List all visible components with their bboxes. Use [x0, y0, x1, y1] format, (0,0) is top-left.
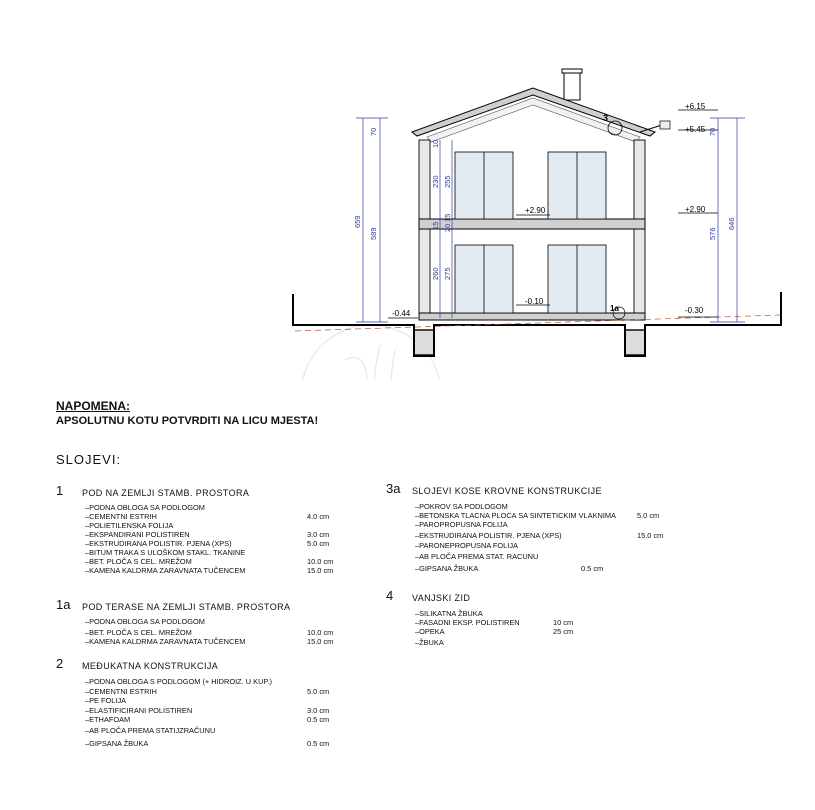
- layer-value: 3.0 cm: [307, 706, 330, 715]
- building-section-drawing: [0, 0, 815, 380]
- section-title: VANJSKI ZID: [412, 593, 471, 603]
- section-3a: [386, 481, 696, 576]
- dim-ground-window: 275: [443, 267, 452, 280]
- section-number: 1: [56, 483, 64, 498]
- layer-row: –PODNA OBLOGA SA PODLOGOM: [85, 503, 205, 512]
- section-2: [56, 656, 376, 753]
- layer-row: –AB PLOČA PREMA STATIJZRAČUNU: [85, 726, 216, 735]
- napomena-title: NAPOMENA:: [56, 399, 130, 413]
- layer-row: –GIPSANA ŽBUKA: [415, 564, 479, 573]
- layer-value: 25 cm: [553, 627, 574, 636]
- layer-row: –EKSPANDIRANI POLISTIREN: [85, 530, 190, 539]
- layer-value: 10.0 cm: [307, 557, 334, 566]
- layer-value: 3.0 cm: [307, 530, 330, 539]
- section-4: [386, 588, 696, 653]
- layer-row: –FASADNI EKSP. POLISTIREN: [415, 618, 520, 627]
- dim-right-top: 70: [708, 127, 717, 136]
- layer-row: –SILIKATNA ŽBUKA: [415, 609, 483, 618]
- foundations: [414, 330, 645, 355]
- dim-left-top: 70: [369, 127, 378, 136]
- layer-row: –PODNA OBLOGA S PODLOGOM (+ HIDROIZ. U KUP.): [85, 677, 272, 686]
- layer-row: –POKROV SA PODLOGOM: [415, 502, 508, 511]
- layer-row: –BET. PLOČA S CEL. MREŽOM: [85, 628, 192, 637]
- layer-value: 5.0 cm: [307, 687, 330, 696]
- slojevi-title: SLOJEVI:: [56, 452, 122, 467]
- layer-row: –PARONEPROPUSNA FOLIJA: [415, 541, 518, 550]
- section-number: 2: [56, 656, 64, 671]
- layer-row: –PODNA OBLOGA SA PODLOGOM: [85, 617, 205, 626]
- napomena-text: APSOLUTNU KOTU POTVRDITI NA LICU MJESTA!: [56, 415, 319, 427]
- layer-row: –KAMENA KALDRMA ZARAVNATA TUČENCEM: [85, 566, 246, 575]
- layer-value: 4.0 cm: [307, 512, 330, 521]
- dim-upper-height: 230: [431, 175, 440, 188]
- layer-row: –OPEKA: [415, 627, 445, 636]
- layer-row: –ELASTIFICIRANI POLISTIREN: [85, 706, 193, 715]
- layer-value: 0.5 cm: [581, 564, 604, 573]
- layer-row: –PE FOLIJA: [85, 696, 127, 705]
- layer-row: –PAROPROPUSNA FOLIJA: [415, 520, 508, 529]
- dim-left-total: 659: [353, 215, 362, 228]
- chimney: [564, 72, 580, 100]
- dim-slab-a: 15: [431, 221, 440, 230]
- section-1a: [56, 597, 376, 652]
- section-1: [56, 483, 376, 588]
- layer-row: –BITUM TRAKA S ULOŠKOM STAKL. TKANINE: [85, 548, 246, 557]
- layer-value: 15.0 cm: [307, 566, 334, 575]
- level-ridge: +6.15: [685, 102, 706, 111]
- layer-row: –BET. PLOČA S CEL. MREŽOM: [85, 557, 192, 566]
- layer-row: –GIPSANA ŽBUKA: [85, 739, 149, 748]
- layer-value: 15.0 cm: [637, 531, 664, 540]
- layer-value: 10.0 cm: [307, 628, 334, 637]
- level-ground-floor: -0.10: [525, 297, 544, 306]
- level-floor-right: +2.90: [685, 205, 706, 214]
- layer-row: –ŽBUKA: [415, 638, 444, 647]
- dim-upper-window: 255: [443, 175, 452, 188]
- windows: [455, 152, 606, 313]
- roof: [412, 88, 670, 142]
- layer-value: 5.0 cm: [637, 511, 660, 520]
- marker-terrace: 1a: [610, 304, 619, 313]
- dim-upper-top: 10: [431, 139, 440, 148]
- layer-value: 5.0 cm: [307, 539, 330, 548]
- section-title: POD NA ZEMLJI STAMB. PROSTORA: [82, 488, 250, 498]
- layer-row: –ETHAFOAM: [85, 715, 131, 724]
- layer-row: –CEMENTNI ESTRIH: [85, 687, 157, 696]
- dim-slab-b: 20: [443, 223, 452, 232]
- layer-row: –AB PLOČA PREMA STAT. RACUNU: [415, 552, 539, 561]
- ground-slab: [419, 313, 645, 320]
- marker-roof: 3: [603, 113, 609, 123]
- section-number: 1a: [56, 597, 71, 612]
- level-floor-left: +2.90: [525, 206, 546, 215]
- level-terrain-left: -0.44: [392, 309, 411, 318]
- dim-ground-height: 260: [431, 267, 440, 280]
- dim-slab-c: 15: [443, 213, 452, 222]
- section-number: 3a: [386, 481, 401, 496]
- layer-row: –KAMENA KALDRMA ZARAVNATA TUČENCEM: [85, 637, 246, 646]
- layer-value: 15.0 cm: [307, 637, 334, 646]
- layer-value: 0.5 cm: [307, 715, 330, 724]
- layer-row: –EKSTRUDIRANA POLISTIR. PJENA (XPS): [85, 539, 232, 548]
- layer-row: –BETONSKA TLACNA PLOCA SA SINTETICKIM VLAKNIMA: [415, 511, 616, 520]
- level-eave: +5.45: [685, 125, 706, 134]
- layer-row: –EKSTRUDIRANA POLISTIR. PJENA (XPS): [415, 531, 562, 540]
- section-title: POD TERASE NA ZEMLJI STAMB. PROSTORA: [82, 602, 291, 612]
- intermediate-slab: [419, 219, 645, 229]
- dim-left-main: 589: [369, 227, 378, 240]
- level-terrain-right: -0.30: [685, 306, 704, 315]
- dim-right-total: 646: [727, 217, 736, 230]
- layer-value: 0.5 cm: [307, 739, 330, 748]
- section-number: 4: [386, 588, 394, 603]
- layer-row: –CEMENTNI ESTRIH: [85, 512, 157, 521]
- section-title: MEĐUKATNA KONSTRUKCIJA: [82, 661, 219, 671]
- dim-right-main: 576: [708, 227, 717, 240]
- layer-row: –POLIETILENSKA FOLIJA: [85, 521, 174, 530]
- layer-value: 10 cm: [553, 618, 574, 627]
- section-title: SLOJEVI KOSE KROVNE KONSTRUKCIJE: [412, 486, 602, 496]
